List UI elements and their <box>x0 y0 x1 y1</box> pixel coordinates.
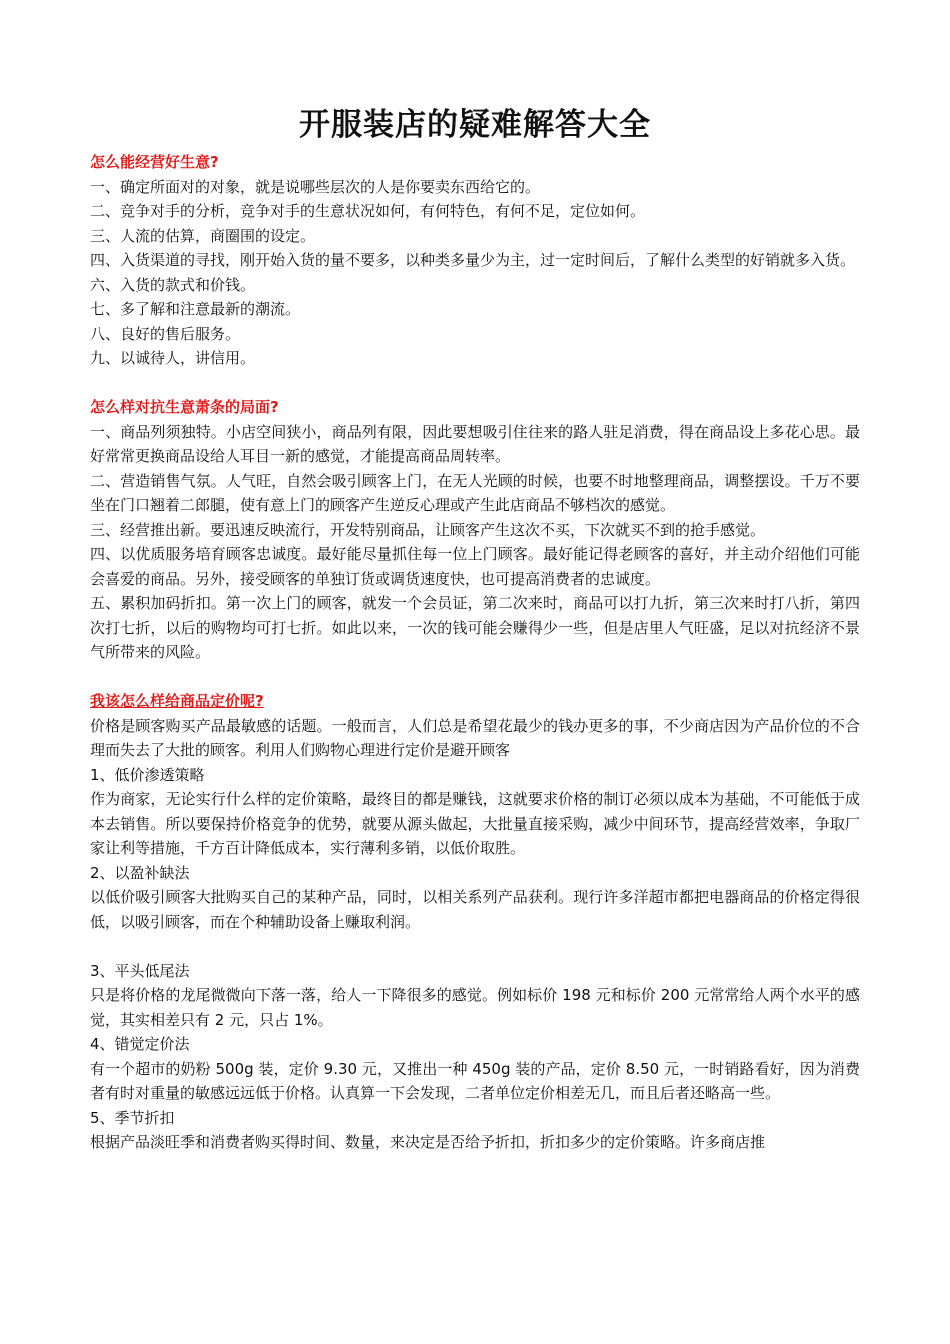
section-heading: 怎么样对抗生意萧条的局面? <box>90 398 279 416</box>
paragraph: 以低价吸引顾客大批购买自己的某种产品，同时，以相关系列产品获利。现行许多洋超市都把电器商品的价格定得很低，以吸引顾客，而在个种辅助设备上赚取利润。 <box>90 888 860 931</box>
subheading: 2、以盈补缺法 <box>90 863 190 882</box>
blank-line <box>90 665 860 690</box>
blank-line <box>90 934 860 959</box>
paragraph: 二、竞争对手的分析，竞争对手的生意状况如何，有何特色，有何不足，定位如何。 <box>90 202 646 220</box>
paragraph: 有一个超市的奶粉 500g 装，定价 9.30 元，又推出一种 450g 装的产品，定价 8.50 元，一时销路看好，因为消费者有时对重量的敏感远远低于价格。认真算一下会发现，二者单位定价相差无几，而且后者还略高一些。 <box>90 1059 860 1102</box>
subheading: 4、错觉定价法 <box>90 1035 190 1053</box>
subheading: 5、季节折扣 <box>90 1108 175 1127</box>
paragraph: 五、累积加码折扣。第一次上门的顾客，就发一个会员证，第二次来时，商品可以打九折，第三次来时打八折，第四次打七折，以后的购物均可打七折。如此以来，一次的钱可能会赚得少一些，但是店里人气旺盛，足以对抗经济不景气所带来的风险。 <box>90 594 860 661</box>
subheading: 3、平头低尾法 <box>90 961 190 980</box>
paragraph: 四、以优质服务培育顾客忠诚度。最好能尽量抓住每一位上门顾客。最好能记得老顾客的喜好，并主动介绍他们可能会喜爱的商品。另外，接受顾客的单独订货或调货速度快，也可提高消费者的忠诚度。 <box>90 545 860 588</box>
paragraph: 一、商品列须独特。小店空间狭小，商品列有限，因此要想吸引住往来的路人驻足消费，得在商品设上多花心思。最好常常更换商品设给人耳目一新的感觉，才能提高商品周转率。 <box>90 422 860 465</box>
paragraph: 九、以诚待人，讲信用。 <box>90 349 256 367</box>
paragraph: 只是将价格的龙尾微微向下落一落，给人一下降很多的感觉。例如标价 198 元和标价 200 元常常给人两个水平的感觉，其实相差只有 2 元，只占 1%。 <box>90 986 860 1029</box>
section-heading: 怎么能经营好生意? <box>90 153 219 171</box>
paragraph: 六、入货的款式和价钱。 <box>90 275 256 294</box>
paragraph: 七、多了解和注意最新的潮流。 <box>90 300 301 318</box>
paragraph: 四、入货渠道的寻找，刚开始入货的量不要多，以种类多量少为主，过一定时间后，了解什么类型的好销就多入货。 <box>90 251 856 269</box>
section-heading-text: 我该怎么样给商品定价呢? <box>90 692 264 710</box>
paragraph: 三、经营推出新。要迅速反映流行，开发特别商品，让顾客产生这次不买，下次就买不到的抢手感觉。 <box>90 520 766 539</box>
document-page <box>90 100 860 1155</box>
blank-line <box>90 371 860 396</box>
paragraph: 三、人流的估算，商圈围的设定。 <box>90 226 316 245</box>
paragraph: 价格是顾客购买产品最敏感的话题。一般而言，人们总是希望花最少的钱办更多的事，不少商店因为产品价位的不合理而失去了大批的顾客。利用人们购物心理进行定价是避开顾客 <box>90 716 860 759</box>
paragraph: 根据产品淡旺季和消费者购买得时间、数量，来决定是否给予折扣，折扣多少的定价策略。许多商店推 <box>90 1133 766 1151</box>
paragraph: 二、营造销售气氛。人气旺，自然会吸引顾客上门，在无人光顾的时候，也要不时地整理商品，调整摆设。千万不要坐在门口翘着二郎腿，使有意上门的顾客产生逆反心理或产生此店商品不够档次的感觉。 <box>90 471 860 514</box>
section-heading <box>90 689 860 714</box>
paragraph: 八、良好的售后服务。 <box>90 324 241 343</box>
paragraph: 作为商家，无论实行什么样的定价策略，最终目的都是赚钱，这就要求价格的制订必须以成本为基础，不可能低于成本去销售。所以要保持价格竞争的优势，就要从源头做起，大批量直接采购，减少中间环节，提高经营效率，争取厂家让利等措施，千方百计降低成本，实行薄利多销，以低价取胜。 <box>90 790 860 857</box>
subheading: 1、低价渗透策略 <box>90 765 205 784</box>
paragraph: 一、确定所面对的对象，就是说哪些层次的人是你要卖东西给它的。 <box>90 177 541 196</box>
document-title: 开服装店的疑难解答大全 <box>299 107 651 143</box>
